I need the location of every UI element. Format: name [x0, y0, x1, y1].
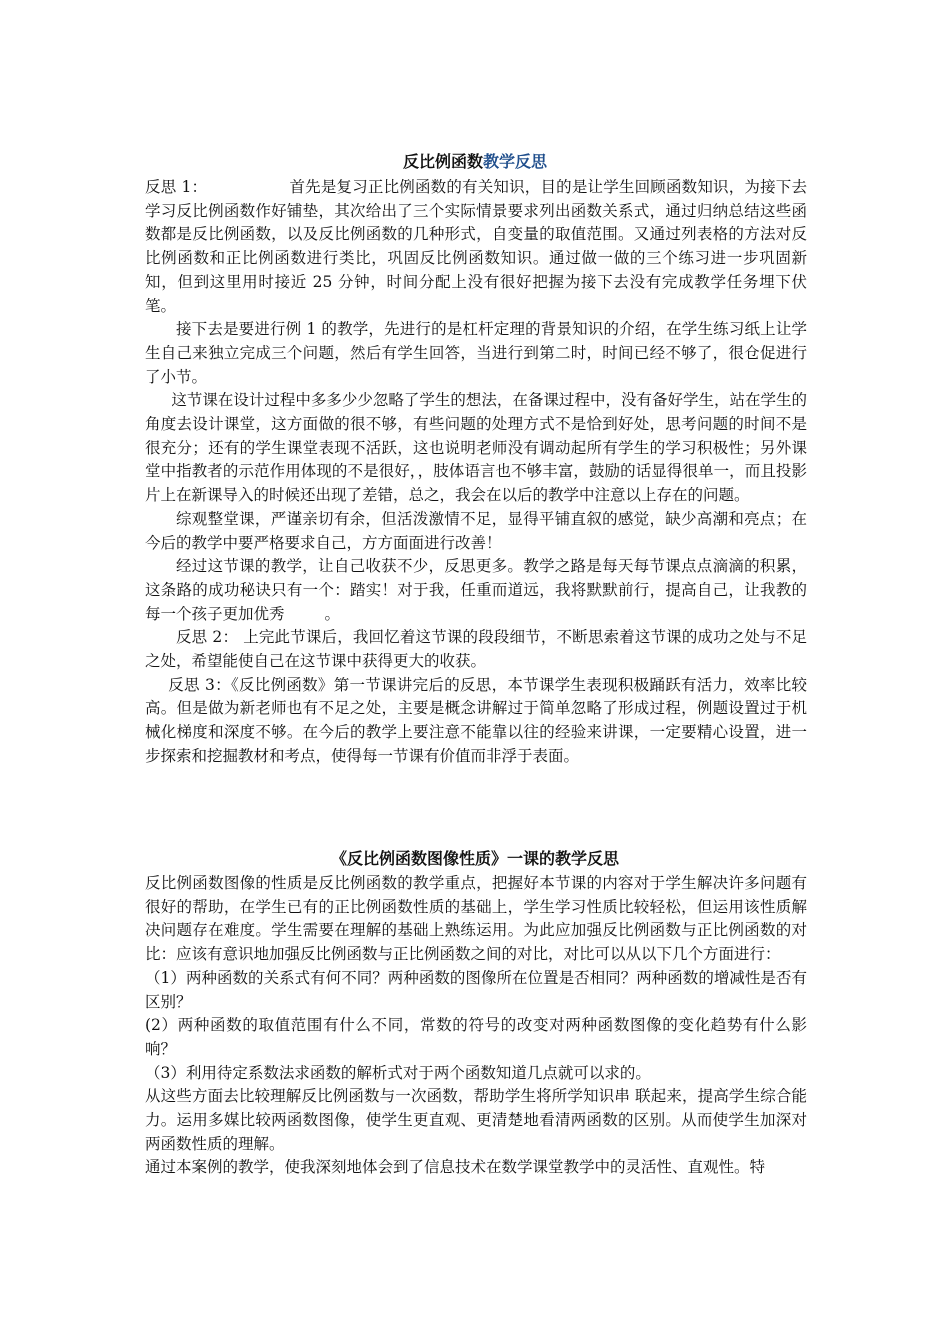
section-title: 《反比例函数图像性质》一课的教学反思 [330, 849, 619, 868]
gains-text: 经过这节课的教学，让自己收获不少，反思更多。教学之路是每天每节课点点滴滴的积累，这条路的成功秘诀只有一个：踏实！对于我，任重而道远，我将默默前行，提高自己，让我教的每一个孩子更加优秀 [145, 557, 807, 623]
reflection-1-text: 首先是复习正比例函数的有关知识，目的是让学生回顾函数知识，为接下去学习反比例函数作好铺垫，其次给出了三个实际情景要求列出函数关系式，通过归纳总结这些函数都是反比例函数，以及反比例函数的几种形式，自变量的取值范围。又通过列表格的方法对反比例函数和正比例函数进行类比，巩固反比例函数知识。通过做一做的三个练习进一步巩固新知，但到这里用时接近 25 分钟，时间分配上没有很好把握为接下去没有完成教学任务埋下伏笔。 [145, 178, 807, 315]
gains-end: 。 [324, 604, 341, 623]
title-main: 反比例函数 [402, 152, 483, 171]
document-title [145, 152, 805, 172]
graph-properties-section [145, 872, 807, 1180]
paragraph-point-3: （3）利用待定系数法求函数的解析式对于两个函数知道几点就可以求的。 [145, 1063, 651, 1082]
paragraph-reflection-3: 反思 3：《反比例函数》第一节课讲完后的反思，本节课学生表现积极踊跃有活力，效率比较高。但是做为新老师也有不足之处，主要是概念讲解过于简单忽略了形成过程，例题设置过于机械化梯度和深度不够。在今后的教学上要注意不能靠以往的经验来讲课，一定要精心设置，进一步探索和挖掘教材和考点，使得每一节课有价值而非浮于表面。 [145, 675, 807, 765]
paragraph-reflection-1 [145, 176, 807, 318]
paragraph-example-1: 接下去是要进行例 1 的教学，先进行的是杠杆定理的背景知识的介绍，在学生练习纸上让学生自己来独立完成三个问题，然后有学生回答，当进行到第二时，时间已经不够了，很仓促进行了小节。 [145, 320, 807, 386]
paragraph-gains [145, 555, 807, 626]
paragraph-design-issues: 这节课在设计过程中多多少少忽略了学生的想法，在备课过程中，没有备好学生，站在学生的角度去设计课堂，这方面做的很不够，有些问题的处理方式不是恰到好处，思考问题的时间不是很充分；还有的学生课堂表现不活跃，这也说明老师没有调动起所有学生的学习积极性；另外课堂中指教者的示范作用体现的不是很好，，肢体语言也不够丰富，鼓励的话显得很单一，而且投影片上在新课导入的时候还出现了差错，总之，我会在以后的教学中注意以上存在的问题。 [145, 391, 807, 505]
reflection-section [145, 176, 807, 769]
title-accent: 教学反思 [483, 152, 548, 171]
paragraph-overall-review: 综观整堂课，严谨亲切有余，但活泼激情不足，显得平铺直叙的感觉，缺少高潮和亮点；在今后的教学中要严格要求自己，方方面面进行改善！ [145, 509, 807, 552]
paragraph-comparison: 从这些方面去比较理解反比例函数与一次函数，帮助学生将所学知识串 联起来，提高学生综合能力。运用多媒比较两函数图像，使学生更直观、更清楚地看清两函数的区别。从而使学生加深对两函数性质的理解。 [145, 1087, 807, 1153]
paragraph-conclusion: 通过本案例的教学，使我深刻地体会到了信息技术在数学课堂教学中的灵活性、直观性。特 [145, 1158, 766, 1177]
paragraph-intro: 反比例函数图像的性质是反比例函数的教学重点，把握好本节课的内容对于学生解决许多问题有很好的帮助，在学生已有的正比例函数性质的基础上，学生学习性质比较轻松，但运用该性质解决问题存在难度。学生需要在理解的基础上熟练运用。为此应加强反比例函数与正比例函数的对比：应该有意识地加强反比例函数与正比例函数之间的对比，对比可以从以下几个方面进行： [145, 874, 807, 964]
paragraph-point-2: (2）两种函数的取值范围有什么不同，常数的符号的改变对两种函数图像的变化趋势有什么影响？ [145, 1016, 807, 1058]
paragraph-point-1: （1）两种函数的关系式有何不同？两种函数的图像所在位置是否相同？两种函数的增减性是否有区别？ [145, 968, 807, 1011]
reflection-1-label: 反思 1： [145, 178, 208, 196]
paragraph-reflection-2: 反思 2： 上完此节课后，我回忆着这节课的段段细节，不断思索着这节课的成功之处与不足之处，希望能使自己在这节课中获得更大的收获。 [145, 628, 807, 671]
